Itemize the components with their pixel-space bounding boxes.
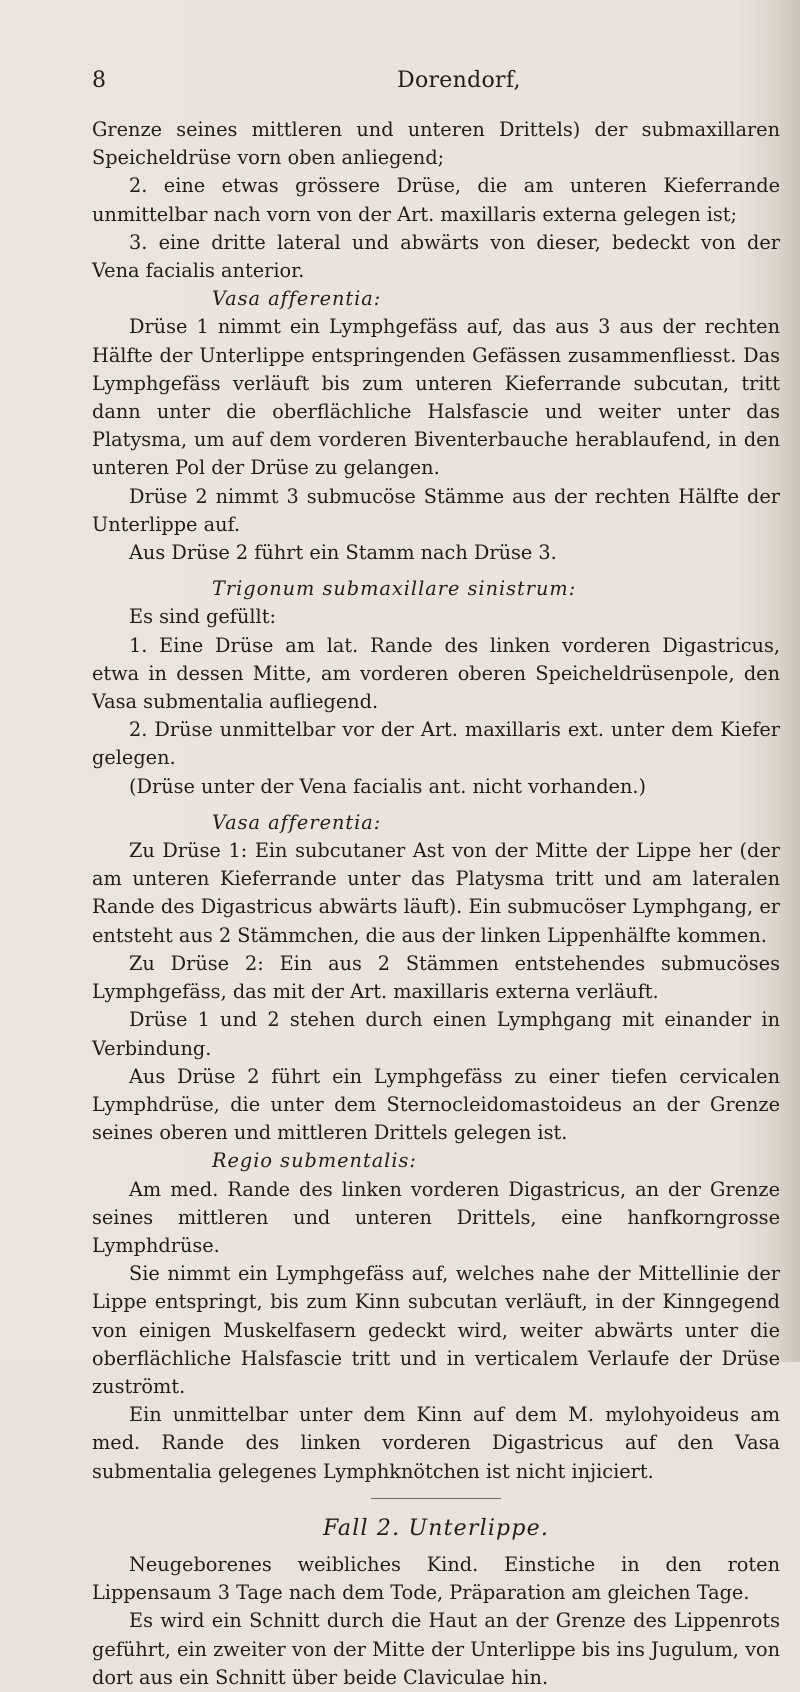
- paragraph: Es wird ein Schnitt durch die Haut an der Grenze des Lippenrots geführt, ein zweiter von der Mitte der Unterlippe bis ins Jugulum, von dort aus ein Schnitt über beide Claviculae hin.: [92, 1609, 780, 1689]
- paragraph: 1. Eine Drüse am lat. Rande des linken vorderen Digastricus, etwa in dessen Mitte, am vorderen oberen Speicheldrüsenpole, den Vasa submentalia aufliegend.: [92, 633, 780, 714]
- paragraph: 2. Drüse unmittelbar vor der Art. maxillaris ext. unter dem Kiefer gelegen.: [92, 718, 780, 770]
- paragraph: Drüse 1 und 2 stehen durch einen Lymphgang mit einander in Verbindung.: [92, 1008, 780, 1060]
- case-heading: Fall 2. Unterlippe.: [322, 1515, 550, 1541]
- paragraph: Zu Drüse 2: Ein aus 2 Stämmen entstehendes submucöses Lymphgefäss, das mit der Art. maxillaris externa verläuft.: [92, 951, 780, 1004]
- paragraph: Neugeborenes weibliches Kind. Einstiche in den roten Lippensaum 3 Tage nach dem Tode, Präparation am gleichen Tage.: [92, 1552, 780, 1605]
- section-heading: Vasa afferentia:: [212, 287, 382, 311]
- paragraph: Sie nimmt ein Lymphgefäss auf, welches nahe der Mittellinie der Lippe entspringt, bis zum Kinn subcutan verläuft, in der Kinngegend von einigen Muskelfasern gedeckt wird, weiter abwärts unter die oberflächliche Halsfascie tritt und in verticalem Verlaufe der Drüse zuströmt.: [92, 1262, 780, 1398]
- paragraph: 3. eine dritte lateral und abwärts von dieser, bedeckt von der Vena facialis anterior.: [92, 230, 780, 283]
- paragraph: (Drüse unter der Vena facialis ant. nicht vorhanden.): [129, 774, 647, 798]
- paragraph: Aus Drüse 2 führt ein Stamm nach Drüse 3.: [129, 541, 557, 565]
- paragraph: 2. eine etwas grössere Drüse, die am unteren Kieferrande unmittelbar nach vorn von der Art. maxillaris externa gelegen ist;: [92, 174, 780, 226]
- paragraph: Zu Drüse 1: Ein subcutaner Ast von der Mitte der Lippe her (der am unteren Kieferrande unter das Platysma tritt und am lateralen Rande des Digastricus abwärts läuft). Ein submucöser Lymphgang, er entsteht aus 2 Stämmchen, die aus der linken Lippenhälfte kommen.: [92, 839, 780, 947]
- spacer: [92, 801, 780, 809]
- running-head: Dorendorf,: [397, 68, 521, 93]
- spacer: [92, 1543, 780, 1551]
- section-heading: Vasa afferentia:: [212, 810, 382, 834]
- section-heading: Trigonum submaxillare sinistrum:: [212, 577, 577, 601]
- section-divider: [371, 1498, 501, 1499]
- page-header: [92, 68, 792, 104]
- paragraph: Aus Drüse 2 führt ein Lymphgefäss zu einer tiefen cervicalen Lymphdrüse, die unter dem Sternocleidomastoideus an der Grenze seines oberen und mittleren Drittels gelegen ist.: [92, 1064, 780, 1145]
- section-heading: Regio submentalis:: [212, 1149, 417, 1173]
- paragraph: Es sind gefüllt:: [129, 605, 276, 629]
- paragraph: Am med. Rande des linken vorderen Digastricus, an der Grenze seines mittleren und unteren Drittels, eine hanfkorngrosse Lymphdrüse.: [92, 1177, 780, 1257]
- page-number: 8: [92, 68, 106, 93]
- paragraph: Ein unmittelbar unter dem Kinn auf dem M. mylohyoideus am med. Rande des linken vorderen Digastricus auf den Vasa submentalia gelegenes Lymphknötchen ist nicht injiciert.: [92, 1403, 780, 1483]
- text-body: [92, 116, 780, 1692]
- paragraph: Drüse 1 nimmt ein Lymphgefäss auf, das aus 3 aus der rechten Hälfte der Unterlippe entspringenden Gefässen zusammenfliesst. Das Lymphgefäss verläuft bis zum unteren Kieferrande subcutan, tritt dann unter die oberflächliche Halsfascie und weiter unter das Platysma, um auf dem vorderen Biventerbauche herablaufend, in den unteren Pol der Drüse zu gelangen.: [92, 315, 780, 480]
- paragraph: Drüse 2 nimmt 3 submucöse Stämme aus der rechten Hälfte der Unterlippe auf.: [92, 484, 780, 536]
- spacer: [92, 567, 780, 575]
- paragraph: Grenze seines mittleren und unteren Drittels) der submaxillaren Speicheldrüse vorn oben anliegend;: [92, 118, 780, 170]
